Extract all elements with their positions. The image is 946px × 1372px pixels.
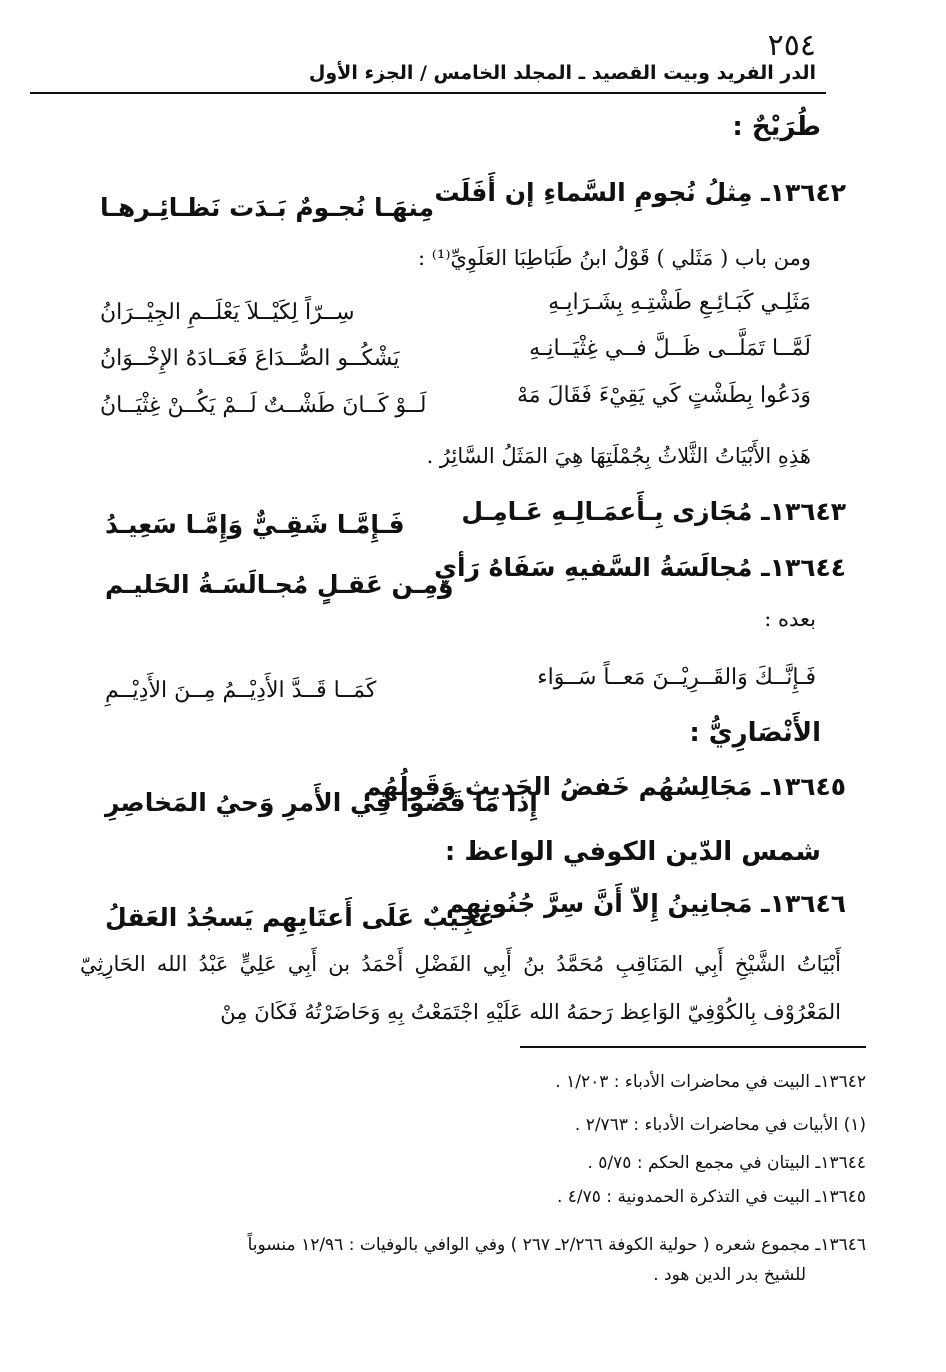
alawi-comment: هَذِهِ الأَبْيَاتُ الثَّلاثُ بِجُمْلَتِهَا هِيَ المَثَلُ السَّائِرُ . — [426, 444, 811, 468]
after-label: بعده : — [764, 607, 816, 631]
alawi-verse-1-second: سِــرّاً لِكَيْــلاَ يَعْلَــمِ الجِيْــرَانُ — [100, 300, 355, 325]
verse-13645-second-hemistich: إِذا مَا قَضوا فِي الأَمرِ وَحيُ المَخاصِرِ — [105, 788, 538, 817]
verse-13644-second-hemistich: وَمِـن عَقـلٍ مُجـالَسَـةُ الحَليـم — [105, 570, 454, 599]
footnote-13646: ١٣٦٤٦ـ مجموع شعره ( حولية الكوفة ٢/٢٦٦ـ ٢٦٧ ) وفي الوافي بالوفيات : ١٢/٩٦ منسوباً — [247, 1235, 866, 1255]
running-header: الدر الفريد وبيت القصيد ـ المجلد الخامس / الجزء الأول — [308, 62, 816, 84]
page-number: ٢٥٤ — [767, 28, 816, 63]
verse-13642-first-hemistich: ١٣٦٤٢ـ مِثلُ نُجومِ السَّماءِ إن أَفَلَت — [434, 178, 846, 207]
intro-alawi: ومن باب ( مَثَلي ) قَوْلُ ابنُ طَبَاطِبَا العَلَوِيِّ⁽¹⁾ : — [417, 246, 811, 270]
footnote-13642: ١٣٦٤٢ـ البيت في محاضرات الأدباء : ١/٢٠٣ . — [555, 1072, 866, 1092]
poet-heading-ansari: الأَنْصَارِيُّ : — [689, 718, 821, 748]
footnote-rule — [520, 1046, 866, 1048]
footnote-13646-continuation: للشيخ بدر الدين هود . — [653, 1265, 806, 1285]
verse-13643-second-hemistich: فَـإِمَّـا شَقِـيٌّ وَإِمَّـا سَعِيـدُ — [105, 510, 405, 539]
biography-prose: أَبْيَاتُ الشَّيْخِ أَبِي المَنَاقِبِ مُحَمَّدُ بنُ أَبِي الفَضْلِ أَحْمَدُ بن أَبِي عَلِيٍّ عَبْدُ الله الحَارِثِيّ المَعْرُوْف بِالكُوْفِيّ الوَاعِظ رَحمَهُ الله عَلَيْهِ اجْتَمَعْتُ بِهِ وَحَاضَرْتُهُ فَكَانَ مِنْ — [80, 952, 841, 1024]
verse-13646-second-hemistich: عَجِيبٌ عَلَى أَعتَابِهِم يَسجُدُ العَقلُ — [105, 903, 495, 932]
verse-13642-second-hemistich: مِنهَـا نُجـومٌ بَـدَت نَظـائِـرهـا — [100, 193, 435, 222]
footnote-13645: ١٣٦٤٥ـ البيت في التذكرة الحمدونية : ٤/٧٥ . — [556, 1187, 866, 1207]
footnote-1: (١) الأبيات في محاضرات الأدباء : ٢/٧٦٣ . — [574, 1115, 866, 1135]
after-verse-second: كَمَــا قَــدَّ الأَدِيْــمُ مِــنَ الأَدِيْــمِ — [105, 678, 377, 703]
alawi-verse-2-first: لَمَّــا تَمَلَّــى ظَــلَّ فــي غِثْيَــانِـهِ — [529, 336, 811, 361]
alawi-verse-3-second: لَــوْ كَــانَ طَشْــتٌ لَــمْ يَكُــنْ غِثْيَــانُ — [100, 393, 427, 418]
poet-heading-tarikh: طُرَيْحٌ : — [732, 112, 821, 142]
after-verse-first: فَـإِنَّــكَ وَالقَــرِيْــنَ مَعــاً سَــوَاء — [537, 665, 816, 690]
verse-13646-first-hemistich: ١٣٦٤٦ـ مَجانِينُ إِلاّ أَنَّ سِرَّ جُنُونِهِم — [446, 889, 846, 918]
alawi-verse-2-second: يَشْكُــو الصُّــدَاعَ فَعَــادَهُ الإِخْــوَانُ — [100, 346, 400, 371]
verse-13643-first-hemistich: ١٣٦٤٣ـ مُجَازى بِـأَعمَـالِـهِ عَـامِـل — [461, 497, 846, 526]
poet-heading-kufi: شمس الدّين الكوفي الواعظ : — [444, 837, 821, 867]
alawi-verse-3-first: وَدَعُوا بِطَشْتٍ كَي يَقِيْءَ فَقَالَ مَهْ — [516, 383, 811, 408]
header-rule — [30, 92, 826, 94]
footnote-13644: ١٣٦٤٤ـ البيتان في مجمع الحكم : ٥/٧٥ . — [587, 1153, 866, 1173]
alawi-verse-1-first: مَثَلِـي كَبَـائِـعِ طَشْتِـهِ بِشَـرَابِـهِ — [548, 290, 811, 315]
verse-13644-first-hemistich: ١٣٦٤٤ـ مُجالَسَةُ السَّفيهِ سَفَاهُ رَأيٍ — [434, 553, 846, 582]
verse-13645-first-hemistich: ١٣٦٤٥ـ مَجَالِسُهُم خَفضُ الحَديثِ وَقَولُهُم — [363, 772, 846, 801]
